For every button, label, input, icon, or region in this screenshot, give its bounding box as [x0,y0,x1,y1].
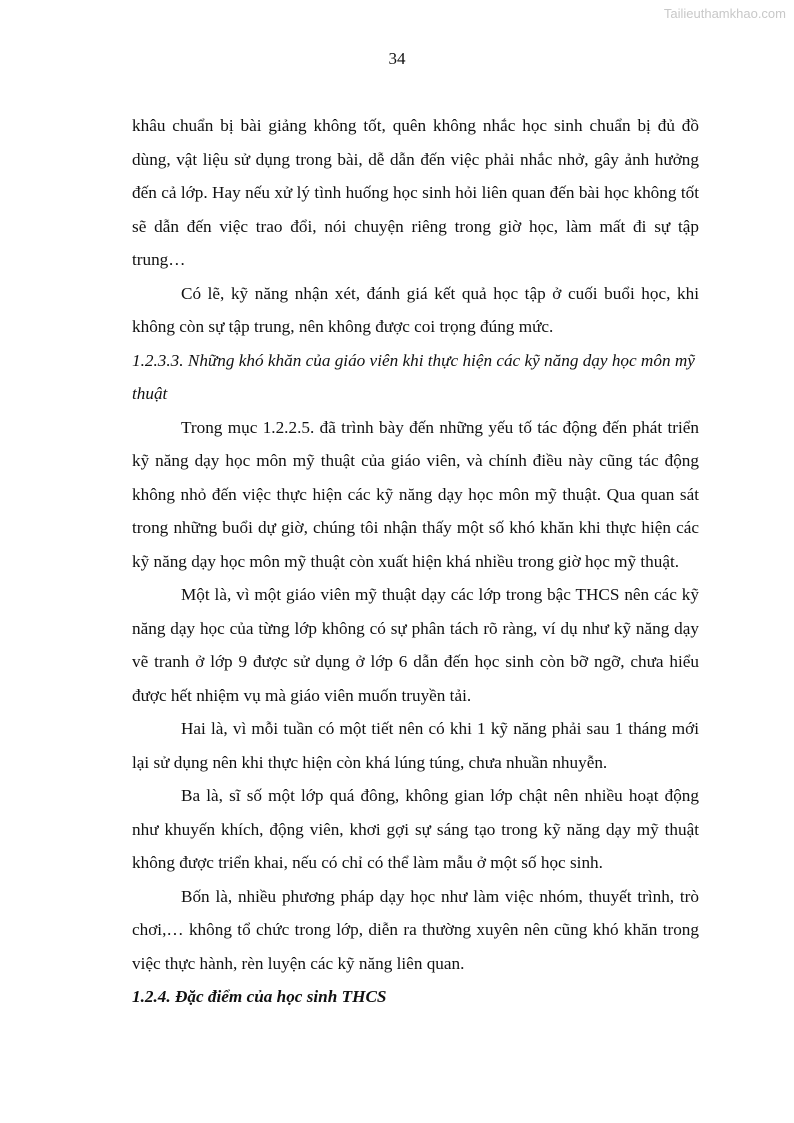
subsection-heading-1-2-3-3: 1.2.3.3. Những khó khăn của giáo viên khi thực hiện các kỹ năng dạy học môn mỹ thuật [132,350,695,403]
paragraph-difficulty-four: Bốn là, nhiều phương pháp dạy học như làm việc nhóm, thuyết trình, trò chơi,… không tổ chức trong lớp, diễn ra thường xuyên nên cũng khó khăn trong việc thực hành, rèn luyện các kỹ năng liên quan. [132,886,699,973]
paragraph-continuation: khâu chuẩn bị bài giảng không tốt, quên không nhắc học sinh chuẩn bị đủ đồ dùng, vật liệu sử dụng trong bài, dễ dẫn đến việc phải nhắc nhở, gây ảnh hưởng đến cả lớp. Hay nếu xử lý tình huống học sinh hỏi liên quan đến bài học không tốt sẽ dẫn đến việc trao đổi, nói chuyện riêng trong giờ học, làm mất đi sự tập trung… [132,116,699,269]
paragraph-intro-difficulties: Trong mục 1.2.2.5. đã trình bày đến những yếu tố tác động đến phát triển kỹ năng dạy học môn mỹ thuật của giáo viên, và chính điều này cũng tác động không nhỏ đến việc thực hiện các kỹ năng dạy học môn mỹ thuật. Qua quan sát trong những buổi dự giờ, chúng tôi nhận thấy một số khó khăn khi thực hiện các kỹ năng dạy học môn mỹ thuật còn xuất hiện khá nhiều trong giờ học mỹ thuật. [132,417,699,571]
paragraph-evaluation-skill: Có lẽ, kỹ năng nhận xét, đánh giá kết quả học tập ở cuối buổi học, khi không còn sự tập trung, nên không được coi trọng đúng mức. [132,283,699,336]
paragraph-difficulty-one: Một là, vì một giáo viên mỹ thuật dạy các lớp trong bậc THCS nên các kỹ năng dạy học của từng lớp không có sự phân tách rõ ràng, ví dụ như kỹ năng dạy vẽ tranh ở lớp 9 được sử dụng ở lớp 6 dẫn đến học sinh còn bỡ ngỡ, chưa hiểu được hết nhiệm vụ mà giáo viên muốn truyền tải. [132,585,699,705]
section-heading-1-2-4: 1.2.4. Đặc điểm của học sinh THCS [132,987,387,1006]
watermark-text: Tailieuthamkhao.com [663,6,786,21]
paragraph-difficulty-three: Ba là, sĩ số một lớp quá đông, không gian lớp chật nên nhiều hoạt động như khuyến khích, động viên, khơi gợi sự sáng tạo trong kỹ năng dạy mỹ thuật không được triển khai, nếu có chỉ có thể làm mẫu ở một số học sinh. [132,786,699,872]
page-number: 34 [388,49,406,68]
paragraph-difficulty-two: Hai là, vì mỗi tuần có một tiết nên có khi 1 kỹ năng phải sau 1 tháng mới lại sử dụng nên khi thực hiện còn khá lúng túng, chưa nhuần nhuyễn. [132,719,699,772]
document-body [132,109,699,1014]
